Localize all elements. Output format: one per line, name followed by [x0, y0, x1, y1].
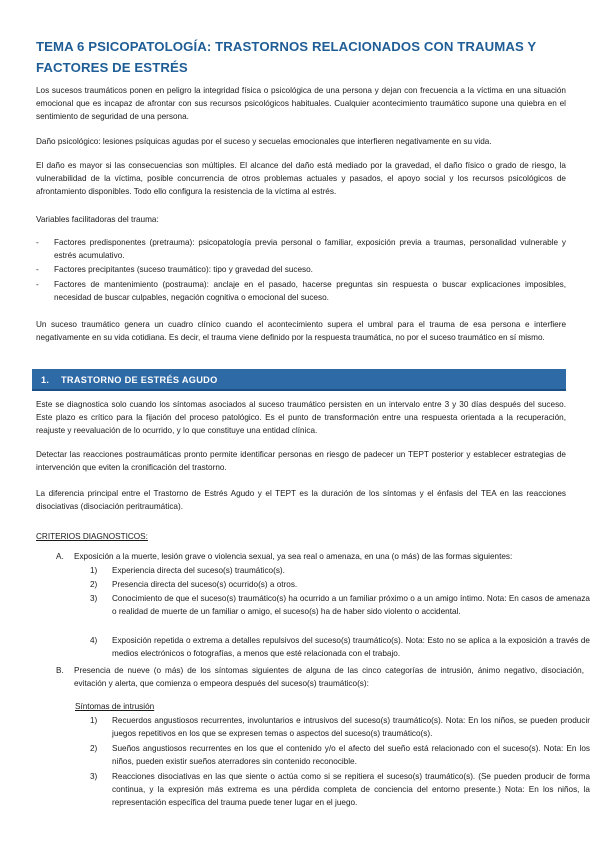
list-item-text: Factores precipitantes (suceso traumático): tipo y gravedad del suceso. [54, 265, 313, 275]
item-text: Sueños angustiosos recurrentes en los que el contenido y/o el afecto del sueño está relacionado con el suceso(s). Nota: En los niños, pueden existir sueños aterradores sin contenido reconocible. [112, 744, 590, 767]
section-number: 1. [41, 375, 50, 385]
item-text: Conocimiento de que el suceso(s) traumático(s) ha ocurrido a un familiar próximo o a un amigo íntimo. Nota: En casos de amenaza o realidad de muerte de un familiar o amigo, el suceso(s) ha de haber sido violento o accidental. [112, 594, 590, 617]
intro-paragraph-2: Daño psicológico: lesiones psíquicas agudas por el suceso y secuelas emocionales que interfieren negativamente en su vida. [36, 137, 492, 146]
list-item [36, 263, 566, 276]
variables-list [36, 236, 566, 305]
section-title: TRASTORNO DE ESTRÉS AGUDO [61, 375, 218, 385]
item-marker: 1) [90, 716, 98, 725]
criterion-a-item [90, 634, 590, 660]
item-text: Presencia directa del suceso(s) ocurrido(s) a otros. [112, 580, 298, 589]
item-marker: 3) [90, 772, 98, 781]
criterion-b-item [90, 742, 590, 768]
criterion-text: Exposición a la muerte, lesión grave o violencia sexual, ya sea real o amenaza, en una (o más) de las formas siguientes: [74, 552, 513, 561]
intro-paragraph-1: Los sucesos traumáticos ponen en peligro la integridad física o psicológica de una persona y dejan con frecuencia a la víctima en una situación emocional que es incapaz de afrontar con sus recursos psicológicos habituales. Cualquier acontecimiento traumático supone una quiebra en el sentimiento de seguridad de una persona. [36, 86, 566, 122]
intro-paragraph-3: El daño es mayor si las consecuencias son múltiples. El alcance del daño está mediado por la gravedad, el daño físico o grado de riesgo, la vulnerabilidad de la víctima, posible concurrencia de otros problemas actuales y pasados, el apoyo social y los recursos psicológicos de afrontamiento disponibles. Todo ello configura la resistencia de la víctima al estrés. [36, 161, 566, 197]
list-item [36, 236, 566, 262]
criterion-marker: A. [56, 552, 64, 561]
criterion-b-item [90, 714, 590, 740]
criterion-b [56, 664, 584, 690]
criterion-a-item [90, 564, 590, 577]
criteria-heading: CRITERIOS DIAGNOSTICOS: [36, 532, 148, 541]
criterion-a [56, 550, 584, 563]
list-marker: - [36, 238, 39, 247]
list-item-text: Factores de mantenimiento (postrauma): anclaje en el pasado, hacerse preguntas sin respuesta o buscar explicaciones imposibles, necesidad de buscar culpables, negación cognitiva o emocional del suceso. [54, 279, 566, 302]
criterion-a-item [90, 592, 590, 618]
list-item [36, 278, 566, 304]
criterion-text: Presencia de nueve (o más) de los síntomas siguientes de alguna de las cinco categorías de intrusión, ánimo negativo, disociación, evitación y alerta, que comienza o empeora después del suceso(s) traumático(s): [74, 666, 584, 689]
section-paragraph-1: Este se diagnostica solo cuando los síntomas asociados al suceso traumático persisten en un intervalo entre 3 y 30 días después del suceso. Este plazo es crítico para la fijación del proceso patológico. Es el punto de transformación entre una respuesta orientada a la recuperación, reajuste y reevaluación de lo ocurrido, y lo que constituye una entidad clínica. [36, 400, 566, 436]
item-marker: 1) [90, 566, 98, 575]
section-heading-bar [32, 369, 566, 391]
document-title: TEMA 6 PSICOPATOLOGÍA: TRASTORNOS RELACIONADOS CON TRAUMAS Y FACTORES DE ESTRÉS [36, 39, 537, 75]
item-text: Exposición repetida o extrema a detalles repulsivos del suceso(s) traumático(s). Nota: Esto no se aplica a la exposición a través de medios electrónicos o fotografías, a menos que esté relacionada con el trabajo. [112, 636, 590, 659]
item-marker: 2) [90, 744, 98, 753]
item-marker: 2) [90, 580, 98, 589]
list-item-text: Factores predisponentes (pretrauma): psicopatología previa personal o familiar, exposición previa a traumas, personalidad vulnerable y estrés acumulativo. [54, 238, 566, 261]
criterion-marker: B. [56, 666, 64, 675]
item-marker: 3) [90, 594, 98, 603]
item-text: Reacciones disociativas en las que siente o actúa como si se repitiera el suceso(s) traumático(s). (Se pueden producir de forma continua, y la expresión más extrema es una pérdida completa de conciencia del entorno presente.) Nota: En los niños, la representación específica del trauma puede tener lugar en el juego. [112, 772, 590, 808]
variables-heading: Variables facilitadoras del trauma: [36, 215, 159, 224]
item-marker: 4) [90, 636, 98, 645]
criterion-a-item [90, 578, 590, 591]
closing-paragraph: Un suceso traumático genera un cuadro clínico cuando el acontecimiento supera el umbral para el trauma de esa persona e interfiere negativamente en su vida cotidiana. Es decir, el trauma viene definido por la respuesta traumática, no por el suceso traumático en sí mismo. [36, 320, 566, 343]
list-marker: - [36, 279, 39, 289]
item-text: Experiencia directa del suceso(s) traumático(s). [112, 566, 285, 575]
section-paragraph-2: Detectar las reacciones postraumáticas pronto permite identificar personas en riesgo de padecer un TEPT posterior y establecer estrategias de intervención que eviten la cronificación del trastorno. [36, 450, 566, 473]
section-paragraph-3: La diferencia principal entre el Trastorno de Estrés Agudo y el TEPT es la duración de los síntomas y el énfasis del TEA en las reacciones disociativas (disociación peritraumática). [36, 489, 566, 512]
criterion-b-item [90, 770, 590, 810]
list-marker: - [36, 265, 39, 275]
item-text: Recuerdos angustiosos recurrentes, involuntarios e intrusivos del suceso(s) traumático(s). Nota: En los niños, se pueden producir juegos repetitivos en los que se expresen temas o aspectos del suceso(s) traumático(s). [112, 716, 590, 739]
intrusion-subheading: Síntomas de intrusión [75, 702, 155, 711]
